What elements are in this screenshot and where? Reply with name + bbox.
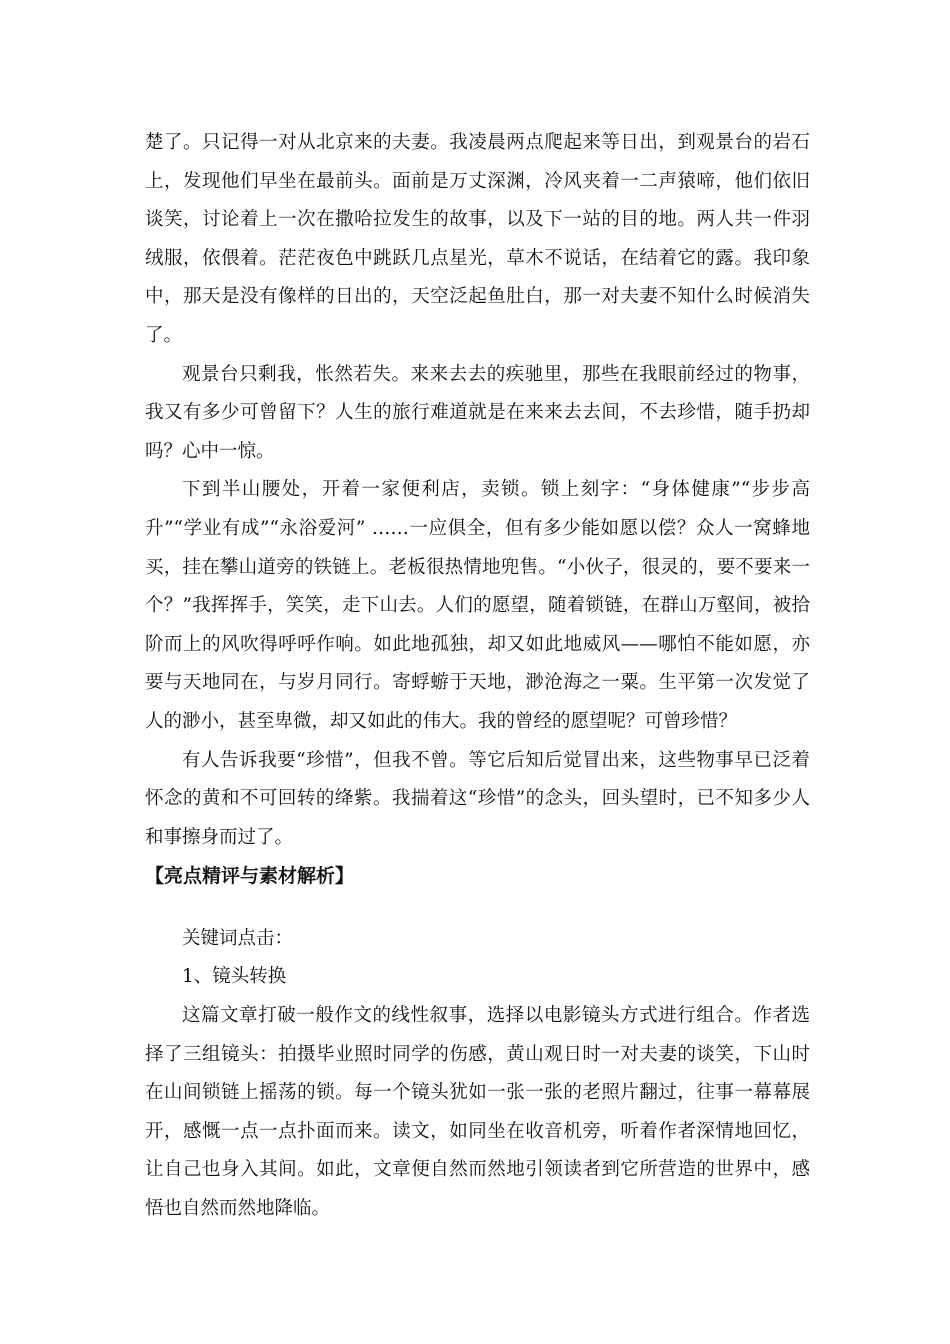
heading-spacer (145, 896, 810, 920)
paragraph-cherish: 有人告诉我要“珍惜”，但我不曾。等它后知后觉冒出来，这些物事早已泛着怀念的黄和不可回转的绛紫。我揣着这“珍惜”的念头，回头望时，已不知多少人和事擦身而过了。 (145, 749, 810, 848)
paragraph-locks-shop: 下到半山腰处，开着一家便利店，卖锁。锁上刻字：“身体健康”“步步高升”“学业有成”“永浴爱河” ……一应俱全，但有多少能如愿以偿？众人一窝蜂地买，挂在攀山道旁的铁链上。老板很热情地兜售。“小伙子，很灵的，要不要来一个？”我挥挥手，笑笑，走下山去。人们的愿望，随着锁链，在群山万壑间，被拾阶而上的风吹得呼呼作响。如此地孤独，却又如此地威风——哪怕不能如愿，亦要与天地同在，与岁月同行。寄蜉蝣于天地，渺沧海之一粟。生平第一次发觉了人的渺小，甚至卑微，却又如此的伟大。我的曾经的愿望呢？可曾珍惜？ (145, 479, 810, 732)
document-body (145, 124, 810, 1229)
keyword-item: 1、镜头转换 (182, 966, 287, 988)
paragraph-observation-deck: 观景台只剩我，怅然若失。来来去去的疾驰里，那些在我眼前经过的物事，我又有多少可曾留下？人生的旅行难道就是在来来去去间，不去珍惜，随手扔却吗？心中一惊。 (145, 363, 810, 462)
paragraph-couple-sunrise: 楚了。只记得一对从北京来的夫妻。我凌晨两点爬起来等日出，到观景台的岩石上，发现他们早坐在最前头。面前是万丈深渊，冷风夹着一二声猿啼，他们依旧谈笑，讨论着上一次在撒哈拉发生的故事，以及下一站的目的地。两人共一件羽绒服，依偎着。茫茫夜色中跳跃几点星光，草木不说话，在结着它的露。我印象中，那天是没有像样的日出的，天空泛起鱼肚白，那一对夫妻不知什么时候消失了。 (145, 132, 810, 346)
keyword-label: 关键词点击： (182, 927, 294, 949)
section-heading: 【亮点精评与素材解析】 (145, 865, 355, 888)
paragraph-analysis: 这篇文章打破一般作文的线性叙事，选择以电影镜头方式进行组合。作者选择了三组镜头：拍摄毕业照时同学的伤感，黄山观日时一对夫妻的谈笑，下山时在山间锁链上摇荡的锁。每一个镜头犹如一张一张的老照片翻过，往事一幕幕展开，感慨一点一点扑面而来。读文，如同坐在收音机旁，听着作者深情地回忆，让自己也身入其间。如此，文章便自然而然地引领读者到它所营造的世界中，感悟也自然而然地降临。 (145, 1005, 810, 1220)
